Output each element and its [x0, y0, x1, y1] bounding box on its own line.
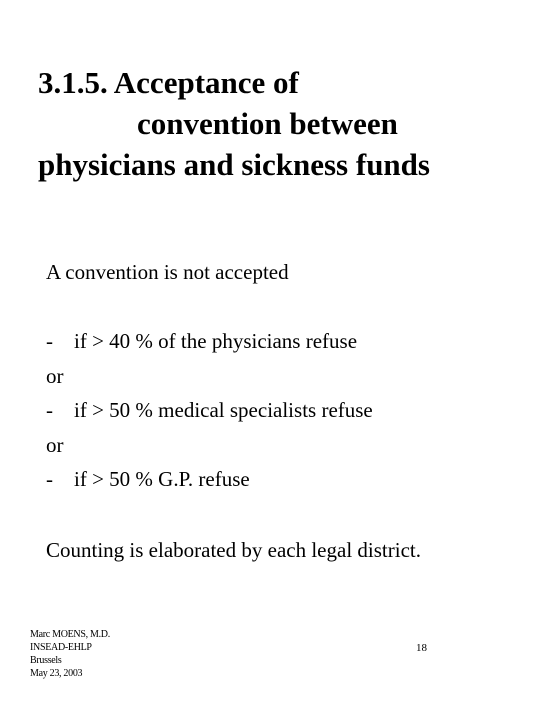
condition-text: if > 50 % G.P. refuse — [74, 467, 250, 491]
condition-item — [46, 398, 373, 422]
condition-item — [46, 329, 357, 353]
title-line-3: physicians and sickness funds — [38, 147, 430, 182]
page-number: 18 — [416, 642, 427, 654]
counting-statement: Counting is elaborated by each legal district. — [46, 538, 421, 562]
title-line-2: convention between — [137, 106, 398, 141]
or-connector: or — [46, 433, 64, 457]
dash-marker: - — [46, 398, 53, 422]
title-line-1: 3.1.5. Acceptance of — [38, 65, 299, 100]
condition-text: if > 50 % medical specialists refuse — [74, 398, 373, 422]
footer-city: Brussels — [30, 655, 62, 666]
condition-text: if > 40 % of the physicians refuse — [74, 329, 358, 353]
dash-marker: - — [46, 329, 53, 353]
footer-author-block — [30, 628, 110, 680]
intro-statement: A convention is not accepted — [46, 260, 289, 284]
footer-date: May 23, 2003 — [30, 668, 83, 679]
condition-item — [46, 467, 250, 491]
or-connector: or — [46, 364, 64, 388]
footer-institution: INSEAD-EHLP — [30, 642, 92, 653]
footer-author: Marc MOENS, M.D. — [30, 629, 110, 640]
dash-marker: - — [46, 467, 53, 491]
